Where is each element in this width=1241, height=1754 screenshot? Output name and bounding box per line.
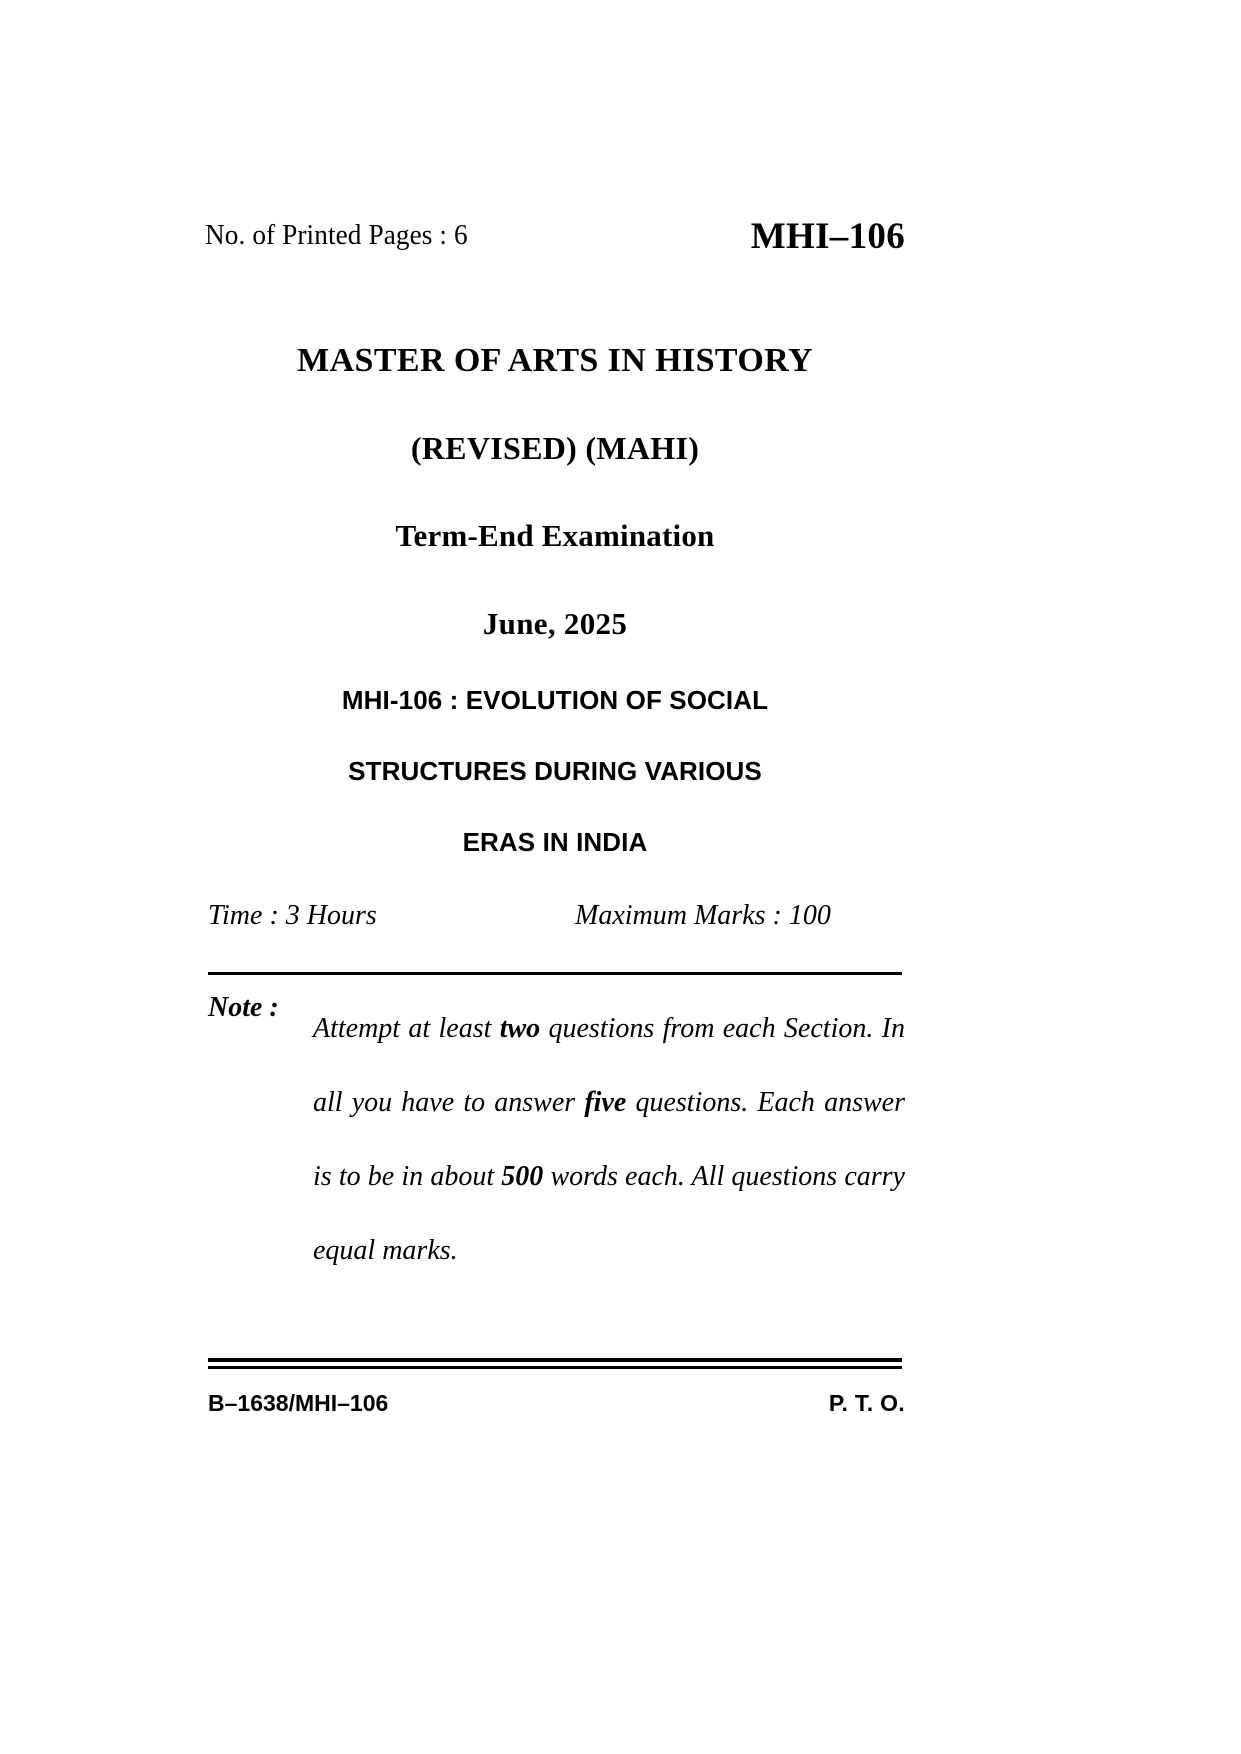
note-text-part-4: words each. All questions carry equal marks. <box>313 1161 905 1266</box>
header-row <box>205 215 905 265</box>
note-label: Note : <box>208 992 279 1023</box>
note-emphasis-two: two <box>499 1013 541 1044</box>
printed-pages-label: No. of Printed Pages : 6 <box>205 219 468 251</box>
note-emphasis-500: 500 <box>501 1161 544 1192</box>
note-text-part-3: questions. Each answer is to be in about <box>313 1087 905 1192</box>
paper-code: MHI–106 <box>750 216 905 257</box>
examination-type: Term-End Examination <box>395 518 715 553</box>
exam-meta-row <box>205 900 905 944</box>
footer-rule-upper <box>208 1358 902 1362</box>
title-block <box>205 318 905 668</box>
footer-paper-reference: B–1638/MHI–106 <box>208 1390 389 1416</box>
footer-rule-lower <box>208 1366 902 1369</box>
footer-double-rule <box>208 1358 902 1369</box>
note-block <box>208 992 908 1288</box>
programme-title: MASTER OF ARTS IN HISTORY <box>297 342 813 379</box>
subject-title-line-2: STRUCTURES DURING VARIOUS <box>348 756 762 786</box>
page-footer <box>205 1390 905 1430</box>
note-text <box>313 992 905 1288</box>
note-top-rule <box>208 972 902 975</box>
subject-title-block <box>205 665 905 878</box>
subject-title-line-3: ERAS IN INDIA <box>462 827 648 857</box>
note-emphasis-five: five <box>584 1087 627 1118</box>
examination-session: June, 2025 <box>482 606 628 641</box>
maximum-marks: Maximum Marks : 100 <box>575 900 831 931</box>
programme-revision: (REVISED) (MAHI) <box>410 430 700 466</box>
footer-pto: P. T. O. <box>828 1390 905 1416</box>
note-text-part-1: Attempt at least <box>313 1013 500 1044</box>
subject-title-line-1: MHI-106 : EVOLUTION OF SOCIAL <box>341 685 769 715</box>
exam-duration: Time : 3 Hours <box>208 900 377 931</box>
note-text-part-2: questions from each Section. In all you have to answer <box>313 1013 905 1118</box>
